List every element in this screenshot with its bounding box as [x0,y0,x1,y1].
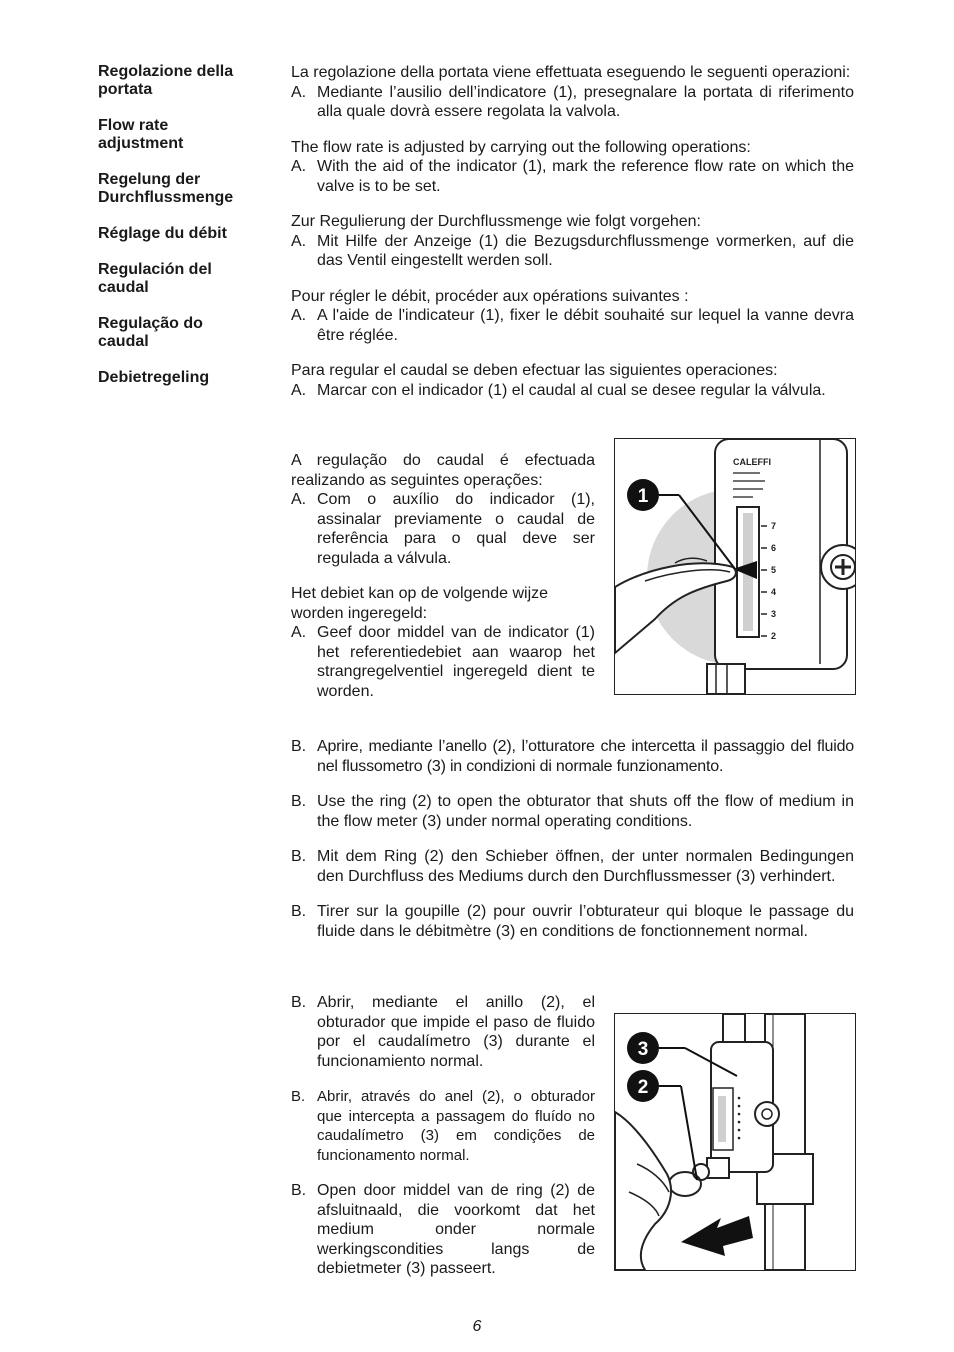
item-text: Mediante l’ausilio dell’indicatore (1), presegnalare la portata di riferimento alla quale dovrà essere regolata la valvola. [317,83,854,120]
step-a-de [291,212,854,271]
intro-text: Pour régler le débit, procéder aux opérations suivantes : [291,287,689,305]
step-b-nl [291,1181,595,1279]
heading-line: Regulación del [98,261,212,278]
flow-meter-illustration [615,439,855,694]
item-label: A. [291,232,307,250]
step-b-fr [291,902,854,941]
heading-line: Regolazione della [98,63,234,80]
heading-line: adjustment [98,135,184,152]
brand-label: CALEFFI [733,457,771,467]
scale-label: 2 [771,631,777,641]
item-text: With the aid of the indicator (1), mark the reference flow rate on which the valve is to be set. [317,158,854,195]
list-item [291,157,854,196]
intro-text: La regolazione della portata viene effettuata eseguendo le seguenti operazioni: [291,64,851,81]
item-label: B. [291,1182,307,1199]
item-text: Marcar con el indicador (1) el caudal al cual se desee regular la válvula. [317,381,826,399]
heading-line: Debietregeling [98,369,210,386]
item-text: Aprire, mediante l’anello (2), l’otturatore che intercetta il passaggio del fluido nel flussometro (3) in condizioni di normale funzionamento. [317,738,854,775]
item-label: B. [291,1088,306,1105]
list-item [291,490,595,568]
heading-line: Réglage du débit [98,225,227,242]
intro-text: Para regular el caudal se deben efectuar las siguientes operaciones: [291,362,778,379]
scale-label: 6 [771,543,777,553]
item-text: Tirer sur la goupille (2) pour ouvrir l’obturateur qui bloque le passage du fluide dans le débitmètre (3) en conditions de fonctionnement normal. [317,903,854,940]
step-a-wide-block [291,63,854,416]
heading-line: portata [98,81,153,98]
item-text: Use the ring (2) to open the obturator that shuts off the flow of medium in the flow meter (3) under normal operating conditions. [317,793,854,830]
item-text: Abrir, através do anel (2), o obturador que intercepta a passagem do fluído no caudalímetro (3) em condições de funcionamento normal. [317,1088,595,1164]
item-label: B. [291,738,307,755]
heading-portuguese [98,315,278,351]
heading-spanish [98,261,278,297]
list-item [291,83,854,122]
item-label: A. [291,307,307,324]
heading-line: Regelung der [98,171,201,188]
list-item [291,623,595,701]
item-label: A. [291,491,307,508]
step-b-wide-block [291,737,854,957]
step-a-en [291,138,854,197]
item-label: A. [291,624,307,641]
item-label: A. [291,158,307,175]
callout-1: 1 [637,486,649,507]
heading-english [98,117,278,153]
scale-label: 4 [771,587,777,597]
callout-3: 3 [637,1039,649,1060]
step-a-es [291,361,854,400]
sidebar-headings [98,63,278,405]
valve-ring-illustration [615,1014,855,1270]
step-b-de [291,847,854,886]
step-a-pt [291,451,595,568]
item-label: B. [291,848,307,865]
heading-dutch [98,369,278,387]
item-text: Com o auxílio do indicador (1), assinalar previamente o caudal de referência para o qual deve ser regulada a válvula. [317,491,595,567]
item-label: B. [291,793,307,810]
item-text: Mit Hilfe der Anzeige (1) die Bezugsdurchflussmenge vormerken, auf die das Ventil eingestellt werden soll. [317,232,854,269]
list-item [291,306,854,345]
heading-line: Flow rate [98,117,169,134]
figure-ring-pull [614,1013,856,1271]
callout-2: 2 [637,1077,649,1098]
heading-german [98,171,278,207]
item-text: Open door middel van de ring (2) de afsluitnaald, die voorkomt dat het medium onder normale werkingscondities langs de debietmeter (3) passeert. [317,1182,595,1277]
intro-text: The flow rate is adjusted by carrying out the following operations: [291,138,751,156]
step-b-pt [291,1087,595,1165]
intro-text: A regulação do caudal é efectuada realizando as seguintes operações: [291,452,595,489]
item-label: A. [291,381,307,399]
step-a-it [291,63,854,122]
item-text: A l'aide de l'indicateur (1), fixer le débit souhaité sur lequel la vanne devra être réglée. [317,307,854,344]
intro-text: Zur Regulierung der Durchflussmenge wie folgt vorgehen: [291,213,701,230]
step-b-en [291,792,854,831]
figure-flow-indicator [614,438,856,695]
item-label: B. [291,994,307,1011]
scale-label: 5 [771,565,777,575]
heading-french [98,225,278,243]
intro-text: Het debiet kan op de volgende wijze worden ingeregeld: [291,585,549,622]
heading-line: caudal [98,333,149,350]
item-text: Abrir, mediante el anillo (2), el obturador que impide el paso de fluido por el caudalímetro (3) durante el funcionamiento normal. [317,994,595,1070]
step-a-fr [291,287,854,346]
page-number: 6 [472,1318,482,1335]
step-b-es [291,993,595,1071]
step-b-it [291,737,854,776]
heading-line: Regulação do [98,315,203,332]
item-text: Mit dem Ring (2) den Schieber öffnen, der unter normalen Bedingungen den Durchfluss des Mediums durch den Durchflussmesser (3) verhindert. [317,848,854,885]
step-b-narrow-block [291,993,595,1295]
heading-italian [98,63,278,99]
item-label: B. [291,903,307,920]
scale-label: 7 [771,521,777,531]
step-a-nl [291,584,595,701]
scale-label: 3 [771,609,777,619]
heading-line: Durchflussmenge [98,189,234,206]
step-a-narrow-block [291,451,595,717]
list-item [291,232,854,271]
item-text: Geef door middel van de indicator (1) het referentiedebiet aan waarop het strangregelventiel ingeregeld dient te worden. [317,624,595,700]
item-label: A. [291,83,307,101]
heading-line: caudal [98,279,149,296]
list-item [291,381,854,401]
